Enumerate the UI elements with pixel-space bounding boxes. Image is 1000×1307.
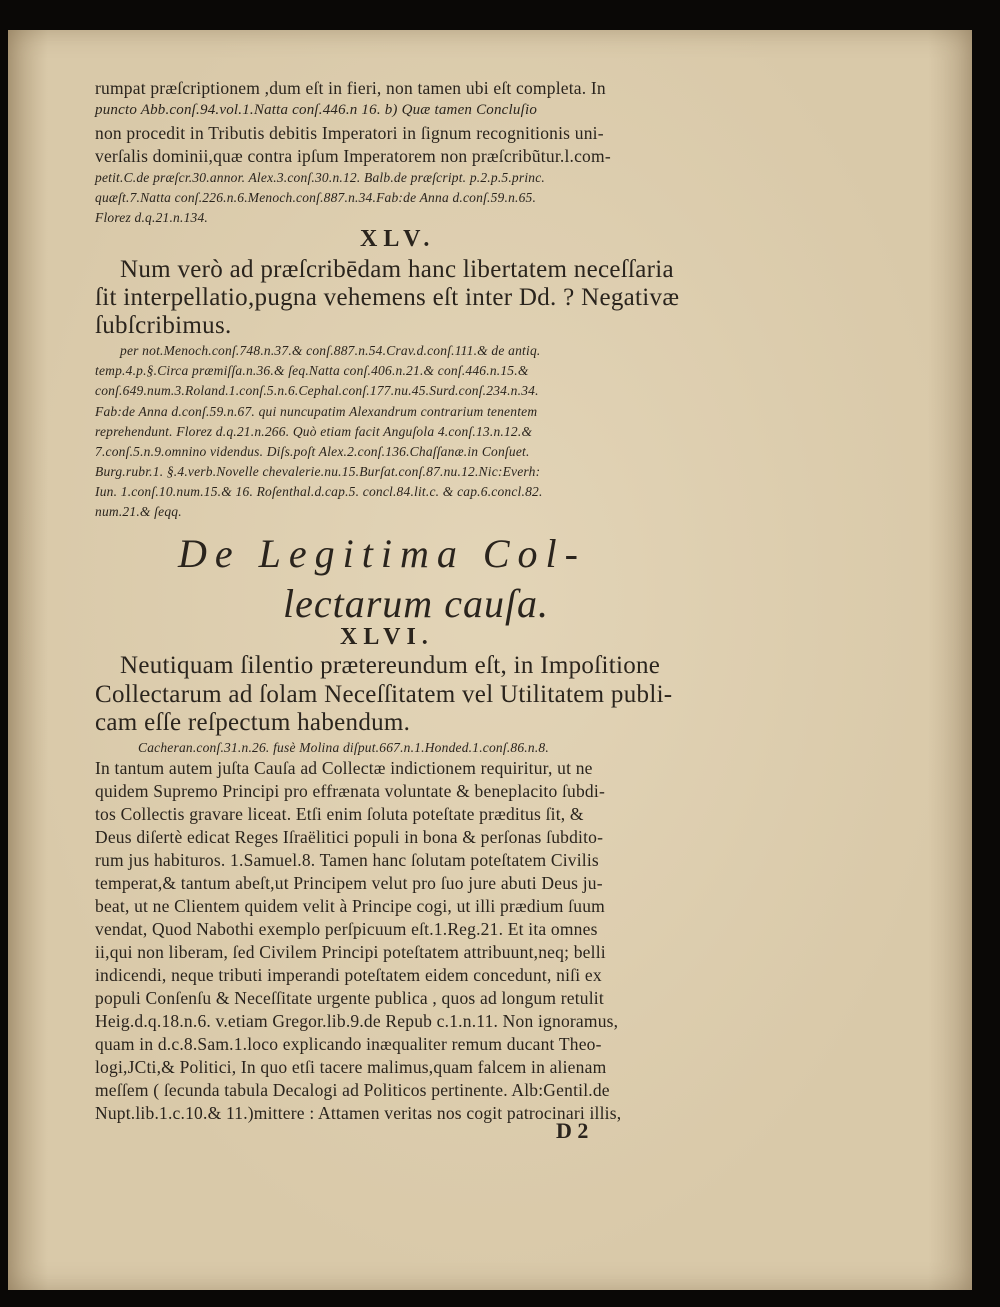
section-heading-46: XLVI. (340, 624, 434, 650)
text-line: quam in d.c.8.Sam.1.loco explicando inæqualiter remum ducant Theo- (95, 1034, 602, 1054)
reference-line: conſ.649.num.3.Roland.1.conſ.5.n.6.Cephal.conſ.177.nu.45.Surd.conſ.234.n.34. (95, 383, 539, 398)
text-line: quæſt.7.Natta conſ.226.n.6.Menoch.conſ.887.n.34.Fab:de Anna d.conſ.59.n.65. (95, 190, 537, 205)
thesis-line: Neutiquam ſilentio prætereundum eſt, in Impoſitione (120, 652, 661, 679)
section-title: lectarum cauſa. (283, 581, 550, 626)
text-line: Nupt.lib.1.c.10.& 11.)mittere : Attamen veritas nos cogit patrocinari illis, (95, 1103, 622, 1123)
text-line: non procedit in Tributis debitis Imperatori in ſignum recognitionis uni- (95, 123, 604, 143)
text-line: quidem Supremo Principi pro effrænata voluntate & beneplacito ſubdi- (95, 781, 605, 801)
text-line: Deus diſertè edicat Reges Iſraëlitici populi in bona & perſonas ſubdito- (95, 827, 604, 847)
text-line: logi,JCti,& Politici, In quo etſi tacere malimus,quam falcem in alienam (95, 1057, 607, 1077)
reference-line: Fab:de Anna d.conſ.59.n.67. qui nuncupatim Alexandrum contrarium tenentem (95, 404, 538, 419)
text-line: temperat,& tantum abeſt,ut Principem velut pro ſuo jure abuti Deus ju- (95, 873, 603, 893)
book-page (8, 30, 972, 1290)
text-line: rum jus habituros. 1.Samuel.8. Tamen hanc ſolutam poteſtatem Civilis (95, 850, 599, 870)
reference-line: temp.4.p.§.Circa præmiſſa.n.36.& ſeq.Natta conſ.406.n.21.& conſ.446.n.15.& (95, 363, 529, 378)
text-line: Heig.d.q.18.n.6. v.etiam Gregor.lib.9.de Repub c.1.n.11. Non ignoramus, (95, 1011, 619, 1031)
text-line: meſſem ( ſecunda tabula Decalogi ad Politicos pertinente. Alb:Gentil.de (95, 1080, 610, 1100)
text-line: vendat, Quod Nabothi exemplo perſpicuum eſt.1.Reg.21. Et ita omnes (95, 919, 598, 939)
text-line: In tantum autem juſta Cauſa ad Collectæ indictionem requiritur, ut ne (95, 758, 593, 778)
thesis-line: cam eſſe reſpectum habendum. (95, 709, 411, 736)
thesis-line: Num verò ad præſcribēdam hanc libertatem neceſſaria (120, 256, 674, 283)
reference-line: Iun. 1.conſ.10.num.15.& 16. Roſenthal.d.cap.5. concl.84.lit.c. & cap.6.concl.82. (95, 484, 543, 499)
text-line: verſalis dominii,quæ contra ipſum Imperatorem non præſcribũtur.l.com- (95, 146, 611, 166)
text-line: puncto Abb.conſ.94.vol.1.Natta conſ.446.n 16. b) Quæ tamen Concluſio (95, 102, 538, 118)
text-line: indicendi, neque tributi imperandi poteſtatem eidem concedunt, niſi ex (95, 965, 602, 985)
reference-line: Cacheran.conſ.31.n.26. fusè Molina diſput.667.n.1.Honded.1.conſ.86.n.8. (138, 740, 549, 755)
signature-mark: D 2 (556, 1118, 589, 1143)
text-line: petit.C.de præſcr.30.annor. Alex.3.conſ.30.n.12. Balb.de præſcript. p.2.p.5.princ. (95, 170, 546, 185)
thesis-line: Collectarum ad ſolam Neceſſitatem vel Utilitatem publi- (95, 681, 673, 708)
text-line: tos Collectis gravare liceat. Etſi enim ſoluta poteſtate præditus ſit, & (95, 804, 584, 824)
reference-line: Burg.rubr.1. §.4.verb.Novelle chevalerie.nu.15.Burſat.conſ.87.nu.12.Nic:Everh: (95, 464, 541, 479)
thesis-line: ſit interpellatio,pugna vehemens eſt inter Dd. ? Negativæ (95, 284, 680, 311)
reference-line: 7.conſ.5.n.9.omnino videndus. Diſs.poſt Alex.2.conſ.136.Chaſſanæ.in Conſuet. (95, 444, 530, 459)
reference-line: reprehendunt. Florez d.q.21.n.266. Quò etiam facit Anguſola 4.conſ.13.n.12.& (95, 424, 533, 439)
text-line: populi Conſenſu & Neceſſitate urgente publica , quos ad longum retulit (95, 988, 604, 1008)
thesis-line: ſubſcribimus. (95, 312, 232, 339)
reference-line: per not.Menoch.conſ.748.n.37.& conſ.887.n.54.Crav.d.conſ.111.& de antiq. (120, 343, 541, 358)
reference-line: num.21.& ſeqq. (95, 504, 182, 519)
text-line: Florez d.q.21.n.134. (95, 210, 208, 225)
section-heading-45: XLV. (360, 226, 436, 252)
text-line: rumpat præſcriptionem ,dum eſt in fieri, non tamen ubi eſt completa. In (95, 78, 606, 98)
text-line: beat, ut ne Clientem quidem velit à Principe cogi, ut illi prædium ſuum (95, 896, 605, 916)
text-line: ii,qui non liberam, ſed Civilem Principi poteſtatem attribuunt,neq; belli (95, 942, 606, 962)
section-title: De Legitima Col- (178, 531, 586, 576)
